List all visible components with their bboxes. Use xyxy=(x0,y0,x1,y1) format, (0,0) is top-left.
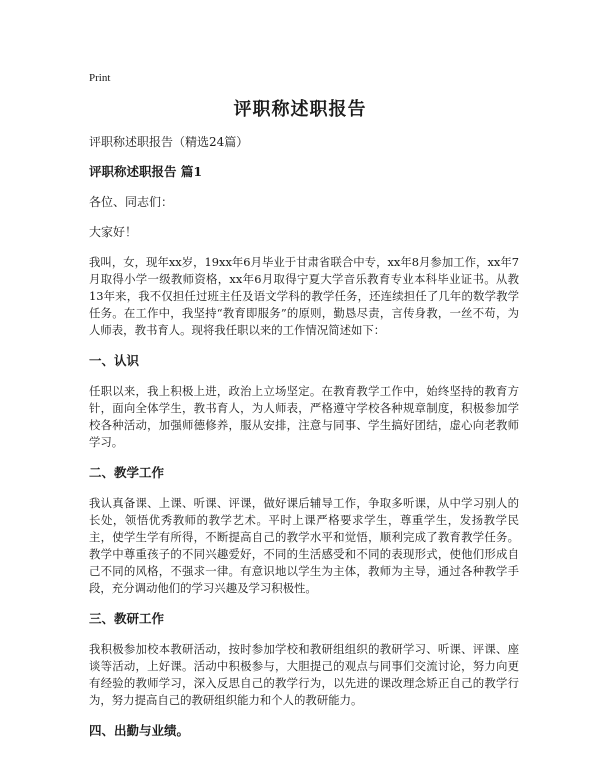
document-body xyxy=(89,134,519,753)
paragraph-research: 我积极参加校本教研活动，按时参加学校和教研组组织的教研学习、听课、评课、座谈等活动，上好课。活动中积极参与，大胆提己的观点与同事们交流讨论，努力向更有经验的教师学习，深入反思自己的教学行为，以先进的课改理念矫正自己的教学行为，努力提高自己的教研组织能力和个人的教研能力。 xyxy=(89,642,519,707)
heading-recognition: 一、认识 xyxy=(89,353,140,368)
document-subtitle: 评职称述职报告（精选24篇） xyxy=(89,135,249,149)
intro-paragraph: 我叫，女，现年xx岁，19xx年6月毕业于甘肃省联合中专，xx年8月参加工作，xx年7月取得小学一级教师资格，xx年6月取得宁夏大学音乐教育专业本科毕业证书。从教13年来，我不仅担任过班主任及语文学科的教学任务，还连续担任了几年的数学教学任务。在工作中，我坚持“教育即服务”的原则，勤恳尽责，言传身教，一丝不苟，为人师表，教书育人。现将我任职以来的工作情况简述如下： xyxy=(89,255,519,337)
heading-attendance: 四、出勤与业绩。 xyxy=(89,723,190,738)
paragraph-teaching: 我认真备课、上课、听课、评课，做好课后辅导工作，争取多听课，从中学习别人的长处，领悟优秀教师的教学艺术。平时上课严格要求学生，尊重学生，发扬教学民主，使学生学有所得，不断提高自己的教学水平和觉悟，顺利完成了教育教学任务。教学中尊重孩子的不同兴趣爱好，不同的生活感受和不同的表现形式，使他们形成自己不同的风格，不强求一律。有意识地以学生为主体，教师为主导，通过各种教学手段，充分调动他们的学习兴趣及学习积极性。 xyxy=(89,496,519,595)
document-title: 评职称述职报告 xyxy=(233,99,367,120)
paragraph-recognition: 任职以来，我上积极上进，政治上立场坚定。在教育教学工作中，始终坚持的教育方针，面向全体学生，教书育人，为人师表，严格遵守学校各种规章制度，积极参加学校各种活动，加强师德修养，服从安排，注意与同事、学生搞好团结，虚心向老教师学习。 xyxy=(89,384,519,449)
greeting: 各位、同志们： xyxy=(89,195,174,209)
heading-teaching: 二、教学工作 xyxy=(89,465,165,480)
section-title: 评职称述职报告 篇1 xyxy=(89,164,203,179)
hello-line: 大家好！ xyxy=(89,225,138,239)
print-label[interactable]: Print xyxy=(89,72,111,84)
heading-research: 三、教研工作 xyxy=(89,611,165,626)
